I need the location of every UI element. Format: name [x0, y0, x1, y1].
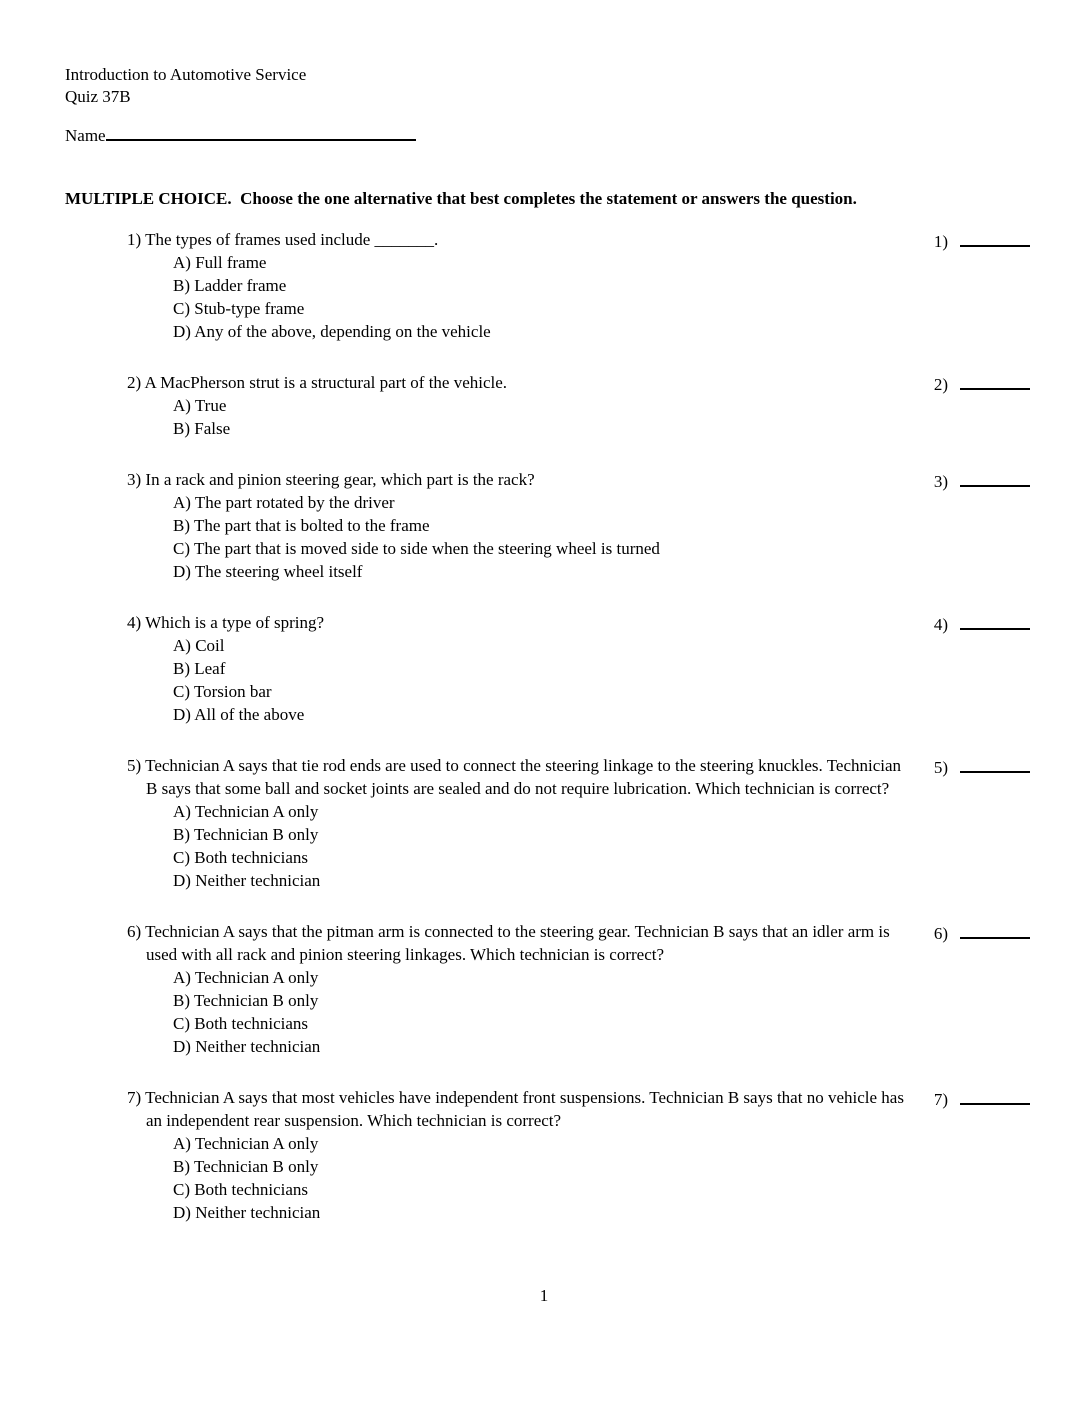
question-stem: Which is a type of spring?	[145, 613, 325, 632]
name-blank[interactable]	[106, 120, 416, 141]
option: A) Technician A only	[173, 968, 319, 987]
answer-blank[interactable]	[960, 754, 1030, 773]
question-main	[127, 228, 905, 343]
answer-blank[interactable]	[960, 468, 1030, 487]
option: C) Torsion bar	[173, 682, 272, 701]
question-main	[127, 754, 905, 892]
document-header	[65, 64, 306, 108]
question-stem: Technician A says that most vehicles have independent front suspensions. Technician B says that no vehicle has an independent rear suspension. Which technician is correct?	[145, 1088, 904, 1130]
answer-blank[interactable]	[960, 920, 1030, 939]
answer-slot	[934, 228, 1030, 253]
questions-list	[127, 228, 1088, 1224]
answer-number: 5)	[933, 758, 948, 777]
question-number: 7)	[127, 1088, 142, 1107]
answer-blank[interactable]	[960, 1086, 1030, 1105]
option: C) The part that is moved side to side when the steering wheel is turned	[173, 539, 660, 558]
question-main	[127, 371, 905, 440]
answer-blank[interactable]	[960, 228, 1030, 247]
question-text	[127, 468, 905, 491]
answer-blank[interactable]	[960, 611, 1030, 630]
answer-slot	[934, 920, 1030, 945]
question-row	[127, 468, 1088, 583]
question-stem: Technician A says that the pitman arm is connected to the steering gear. Technician B says that an idler arm is used with all rack and pinion steering linkages. Which technician is correct?	[145, 922, 890, 964]
option: D) All of the above	[173, 705, 305, 724]
options-list	[127, 491, 905, 583]
page-number: 1	[539, 1286, 549, 1305]
question-text	[127, 1086, 905, 1132]
answer-slot	[934, 1086, 1030, 1111]
quiz-title: Quiz 37B	[65, 87, 131, 106]
answer-number: 7)	[933, 1090, 948, 1109]
name-row	[65, 120, 416, 143]
question-text	[127, 611, 905, 634]
option: B) False	[173, 419, 231, 438]
options-list	[127, 800, 905, 892]
option: D) The steering wheel itself	[173, 562, 363, 581]
option: A) Coil	[173, 636, 225, 655]
options-list	[127, 634, 905, 726]
option: D) Neither technician	[173, 871, 321, 890]
question-main	[127, 1086, 905, 1224]
options-list	[127, 394, 905, 440]
answer-number: 6)	[933, 924, 948, 943]
option: D) Neither technician	[173, 1203, 321, 1222]
question-text	[127, 754, 905, 800]
question-stem: Technician A says that tie rod ends are used to connect the steering linkage to the steering knuckles. Technician B says that some ball and socket joints are sealed and do not require lubrication. Which technician is correct?	[145, 756, 902, 798]
option: A) Full frame	[173, 253, 267, 272]
answer-number: 1)	[933, 232, 948, 251]
option: C) Both technicians	[173, 1014, 309, 1033]
question-row	[127, 228, 1088, 343]
question-text	[127, 920, 905, 966]
question-number: 4)	[127, 613, 142, 632]
question-number: 5)	[127, 756, 142, 775]
question-row	[127, 920, 1088, 1058]
options-list	[127, 966, 905, 1058]
question-main	[127, 468, 905, 583]
answer-slot	[934, 611, 1030, 636]
option: B) Technician B only	[173, 1157, 319, 1176]
option: B) Leaf	[173, 659, 226, 678]
option: D) Neither technician	[173, 1037, 321, 1056]
option: A) Technician A only	[173, 802, 319, 821]
option: B) Ladder frame	[173, 276, 287, 295]
question-stem: A MacPherson strut is a structural part of the vehicle.	[144, 373, 508, 392]
option: C) Stub-type frame	[173, 299, 305, 318]
question-stem: The types of frames used include _______.	[145, 230, 439, 249]
answer-slot	[934, 371, 1030, 396]
options-list	[127, 1132, 905, 1224]
question-number: 6)	[127, 922, 142, 941]
name-label: Name	[65, 126, 106, 145]
options-list	[127, 251, 905, 343]
question-number: 2)	[127, 373, 142, 392]
question-row	[127, 611, 1088, 726]
answer-number: 2)	[933, 375, 948, 394]
option: B) Technician B only	[173, 991, 319, 1010]
answer-blank[interactable]	[960, 371, 1030, 390]
question-row	[127, 1086, 1088, 1224]
option: C) Both technicians	[173, 848, 309, 867]
answer-slot	[934, 468, 1030, 493]
question-main	[127, 611, 905, 726]
question-stem: In a rack and pinion steering gear, which part is the rack?	[145, 470, 535, 489]
question-text	[127, 371, 905, 394]
option: B) Technician B only	[173, 825, 319, 844]
option: D) Any of the above, depending on the vehicle	[173, 322, 491, 341]
answer-number: 3)	[933, 472, 948, 491]
question-row	[127, 754, 1088, 892]
question-main	[127, 920, 905, 1058]
course-title: Introduction to Automotive Service	[65, 65, 307, 84]
instructions: MULTIPLE CHOICE. Choose the one alternative that best completes the statement or answers the question.	[65, 189, 857, 208]
answer-slot	[934, 754, 1030, 779]
question-number: 1)	[127, 230, 142, 249]
option: A) True	[173, 396, 227, 415]
question-text	[127, 228, 905, 251]
quiz-content	[65, 187, 1088, 1252]
question-row	[127, 371, 1088, 440]
option: A) Technician A only	[173, 1134, 319, 1153]
option: B) The part that is bolted to the frame	[173, 516, 430, 535]
option: A) The part rotated by the driver	[173, 493, 395, 512]
option: C) Both technicians	[173, 1180, 309, 1199]
answer-number: 4)	[933, 615, 948, 634]
question-number: 3)	[127, 470, 142, 489]
